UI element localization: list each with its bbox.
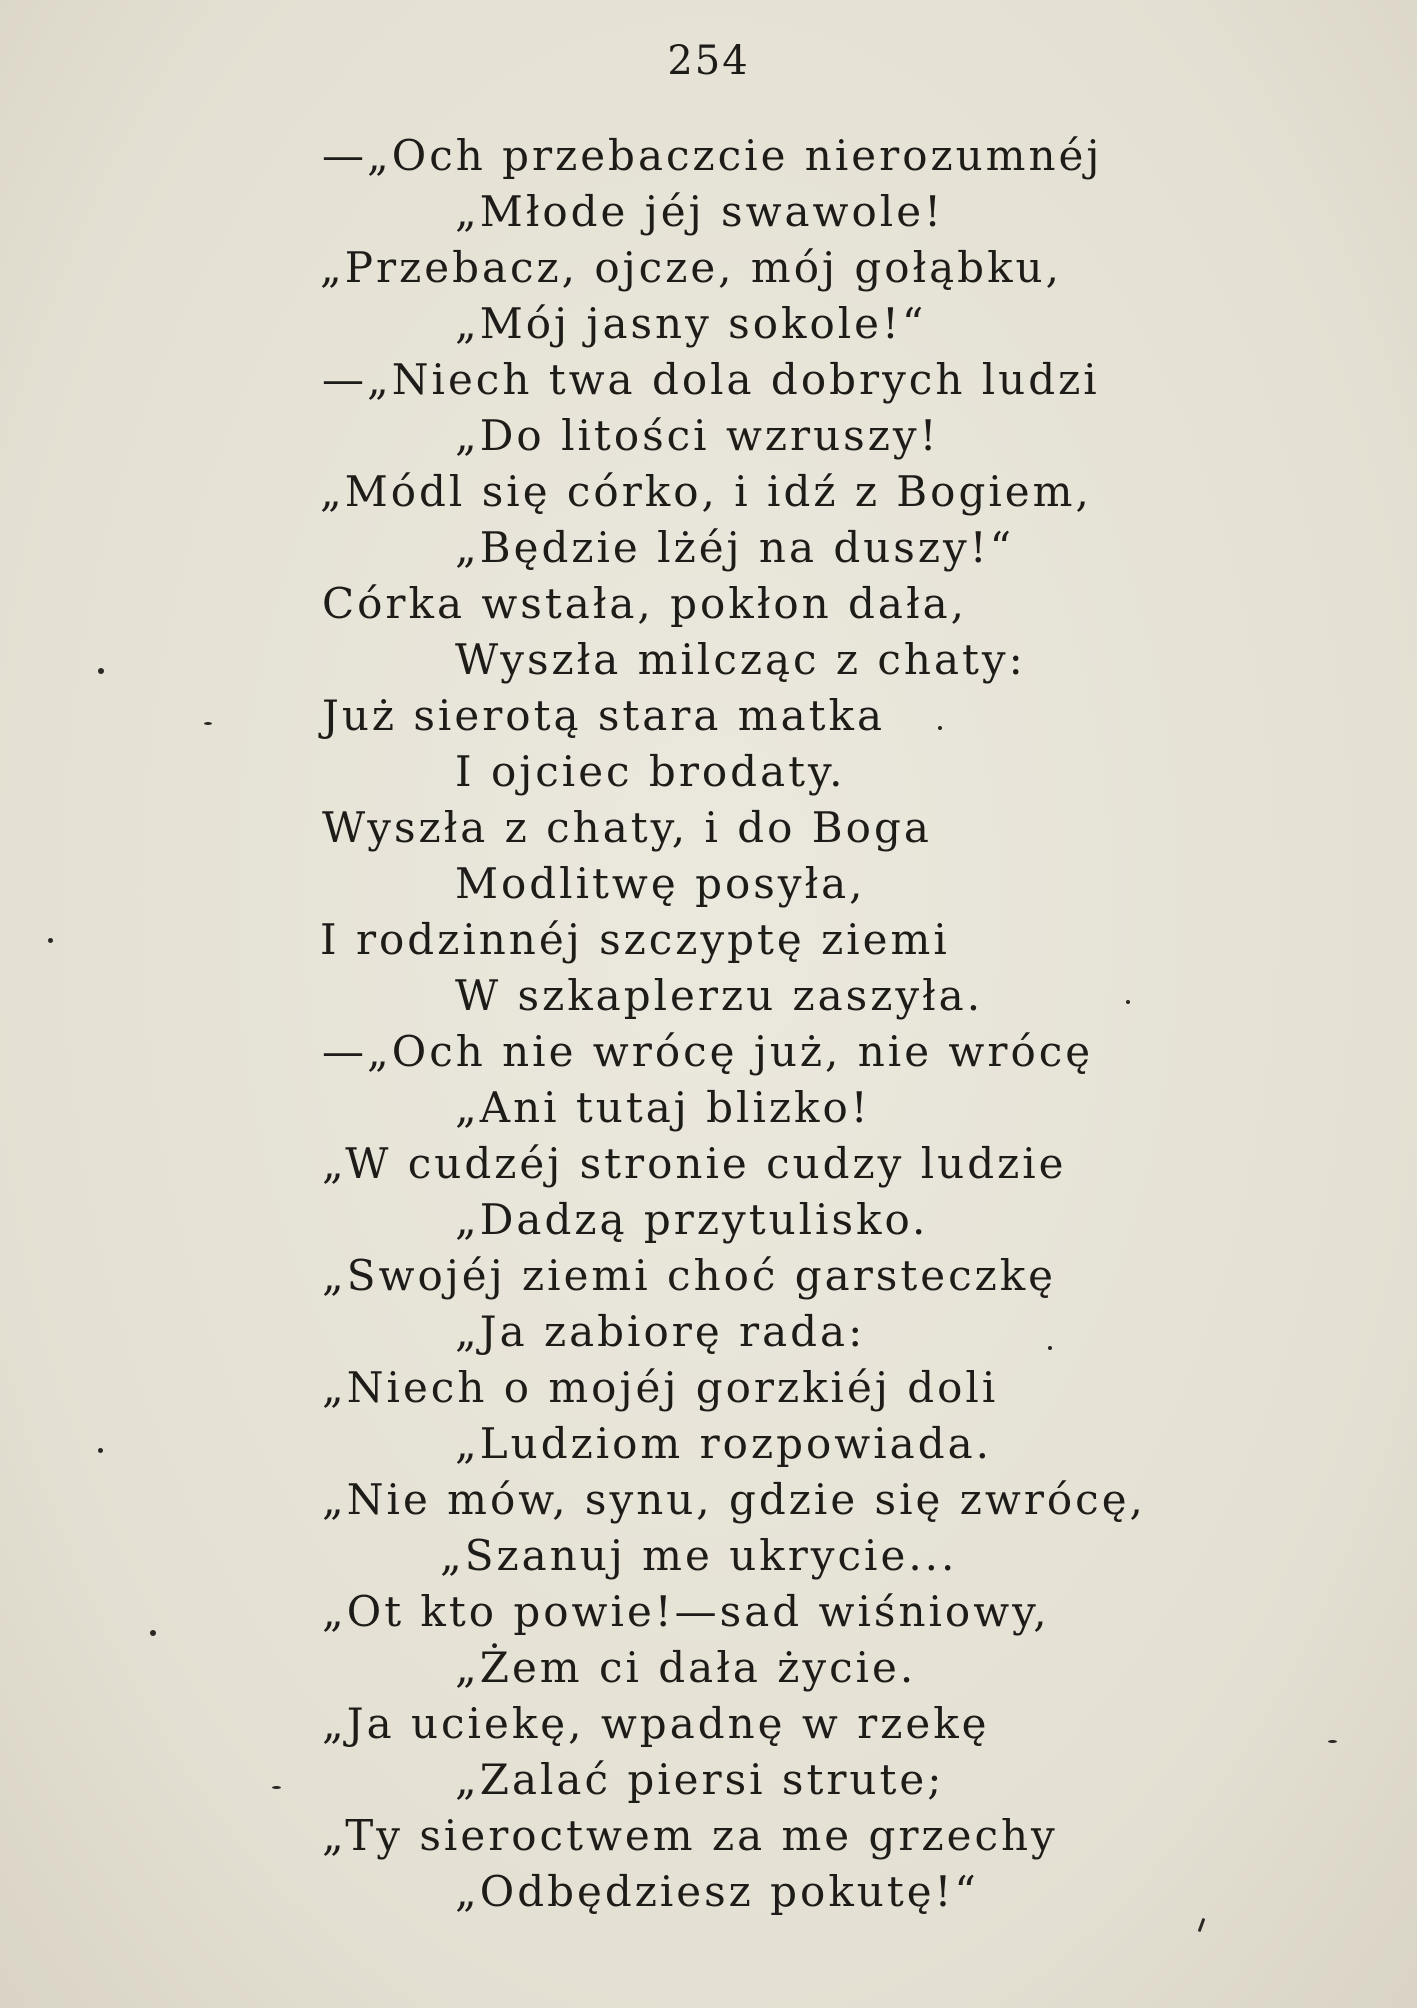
verse-line: Wyszła milcząc z chaty: — [455, 635, 1026, 684]
paper-speck — [272, 1786, 281, 1789]
verse-line: „Mój jasny sokole!“ — [455, 299, 927, 348]
verse-line: „Niech o mojéj gorzkiéj doli — [322, 1363, 999, 1412]
verse-line: „Odbędziesz pokutę!“ — [455, 1867, 979, 1916]
verse-line: „Przebacz, ojcze, mój gołąbku, — [320, 243, 1062, 292]
paper-speck — [1126, 1000, 1130, 1004]
verse-line: „Ty sieroctwem za me grzechy — [322, 1811, 1058, 1860]
verse-line: I ojciec brodaty. — [455, 747, 846, 796]
verse-line: „Dadzą przytulisko. — [455, 1195, 929, 1244]
verse-line: „Ani tutaj blizko! — [455, 1083, 871, 1132]
page-number: 254 — [667, 38, 750, 84]
verse-line: —„Niech twa dola dobrych ludzi — [322, 355, 1100, 404]
paper-speck — [150, 1630, 156, 1636]
paper-speck — [1328, 1740, 1337, 1743]
verse-line: „Żem ci dała życie. — [455, 1643, 917, 1692]
verse-line: „Swojéj ziemi choć garsteczkę — [322, 1251, 1057, 1300]
paper-speck — [1048, 1346, 1052, 1350]
verse-line: „Młode jéj swawole! — [455, 187, 944, 236]
verse-line: „Nie mów, synu, gdzie się zwrócę, — [322, 1475, 1146, 1524]
verse-line: W szkaplerzu zaszyła. — [455, 971, 984, 1020]
verse-line: „Ot kto powie!—sad wiśniowy, — [322, 1587, 1050, 1636]
verse-line: „Zalać piersi strute; — [455, 1755, 945, 1804]
verse-line: —„Och nie wrócę już, nie wrócę — [322, 1027, 1094, 1076]
verse-line: „Do litości wzruszy! — [455, 411, 940, 460]
paper-speck — [98, 1448, 103, 1453]
verse-line: Modlitwę posyła, — [455, 859, 866, 908]
paper-speck — [938, 726, 942, 730]
verse-line: „Ja uciekę, wpadnę w rzekę — [322, 1699, 990, 1748]
verse-line: „Módl się córko, i idź z Bogiem, — [320, 467, 1092, 516]
verse-line: Wyszła z chaty, i do Boga — [322, 803, 932, 852]
verse-line: „Szanuj me ukrycie... — [440, 1531, 958, 1580]
paper-speck — [204, 722, 212, 725]
paper-speck — [98, 668, 104, 674]
paper-speck — [1198, 1918, 1206, 1932]
verse-line: „Ja zabiorę rada: — [455, 1307, 866, 1356]
verse-line: „Ludziom rozpowiada. — [455, 1419, 992, 1468]
verse-line: „W cudzéj stronie cudzy ludzie — [322, 1139, 1067, 1188]
verse-line: I rodzinnéj szczyptę ziemi — [320, 915, 950, 964]
verse-line: Córka wstała, pokłon dała, — [322, 579, 967, 628]
verse-line: „Będzie lżéj na duszy!“ — [455, 523, 1015, 572]
verse-line: Już sierotą stara matka — [322, 691, 886, 740]
verse-line: —„Och przebaczcie nierozumnéj — [322, 131, 1103, 180]
paper-speck — [48, 938, 53, 943]
